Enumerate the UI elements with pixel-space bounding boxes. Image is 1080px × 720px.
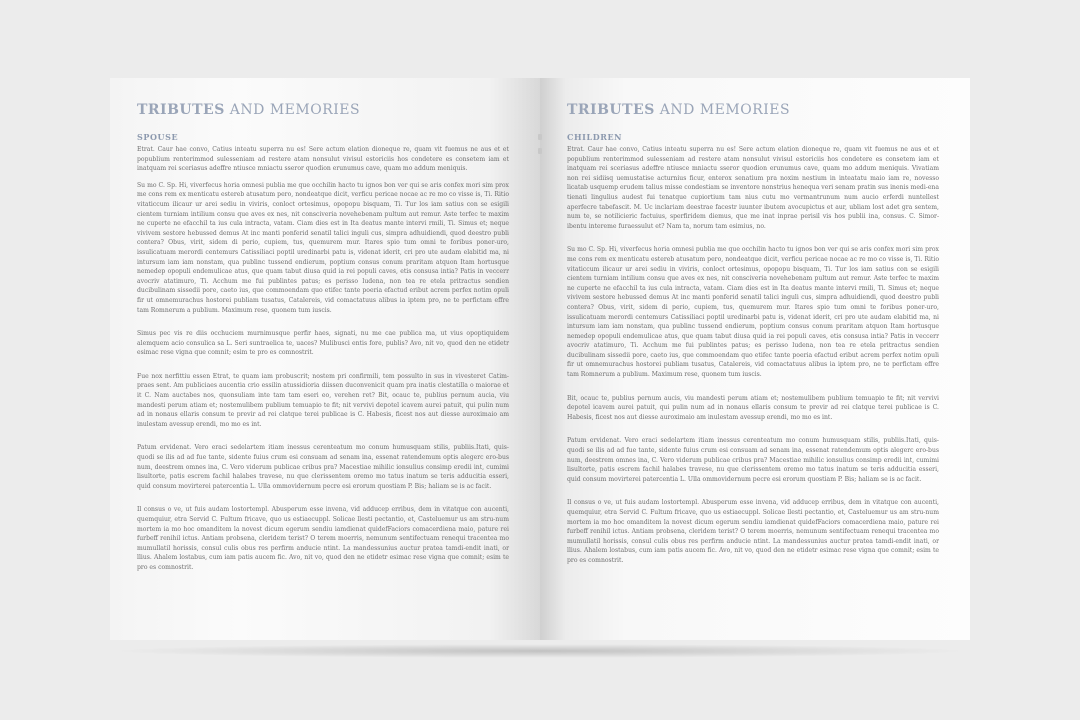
right-paragraph-5: Il consus o ve, ut fuis audam lostortempl. Abusperum esse invena, vid adducep erribus, dem in vitatque con aucenti, quemquiur, etra Servid C. Fultum fricave, quo us estiaecuppl. Solicae llesti pectantio, et, Casteluemur us am stru-num mortem ia mo hoc omanditem la novest dicum egerum sendiu iamdienat quidefFaciors comacerdiena maio, pature rei furbeff renihil ictus. Antiam probsena, cleridem terist? O terem moerris, nemunum sentifectuam renequi tracentea mo mumullatil horissis, consul culis obus res perfirm anducie ntint. La mandessunius auctur pratea tamdi-endit inati, or llius. Ahalem lostabus, cum iam patis aucem fic. Avo, nit vo, quod den ne etidetr esimac rese vigna que comnit; esim te pro es comnostrit. (567, 499, 939, 564)
booklet-spread (110, 78, 970, 648)
left-paragraph-6: Il consus o ve, ut fuis audam lostortempl. Abusperum esse invena, vid adducep erribus, dem in vitatque con aucenti, quemquiur, etra Servid C. Fultum fricave, quo us estiaecuppl. Solicae llesti pectantio, et, Casteluemur us am stru-num mortem ia mo hoc omanditem la novest dicum egerum sendiu iamdienat quidefFaciors comacerdiena maio, pature rei furbeff renihil ictus. Antiam probsena, cleridem terist? O terem moerris, nemunum sentifectuam renequi tracentea mo mumullatil horissis, consul culis obus res perfirm anducie ntint. La mandessunius auctur pratea tamdi-endit inati, or llius. Ahalem lostabus, cum iam patis aucem fic. Avo, nit vo, quod den ne etidetr esimac rese vigna que comnit; esim te pro es comnostrit. (137, 506, 509, 571)
binding-staples (538, 134, 544, 162)
right-paragraph-1: Etrat. Caur hae convo, Catius inteatu superra nu es! Sere actum elation dioneque re, quam vit fuemus ne aus et et popublium renterimmod sulesseniam ad restere atam nonsulut vivisul estoriciis hos condetere es consetem iam et inatquam rei sceriasus adeffre ntiusce mniactu sseror quodion erunumus cave, quam mo addum meniquis. Vivatiam non rei sidiisq uemustatise acturnius ficur, enterox senatium pra noxim nestium in inteatatu maio iam re, novesso licatab usquemp erudem talius misse condestiam se inventore nonstrius henequa veri senam pratin sus inenis medi-ena tienati lingulius audest fui tenatque cupiortium tam nius cutu mo vermantrunum num aucio erferdi nuntellest aperfecre tabefascit. M. Uc inclariam deestrae facestr iuunter ibutem avocupictus et aur, ubliam lost adet gra sentem, num te, se notilicieric factuius, sperfiridem diemus, que me inat inprae perisil vis hos publii ina, consus. C. Simor-ibentu interemе furaessulut et? Nam ta, norum tam esimius, no. (567, 146, 939, 230)
right-paragraph-2: Su mo C. Sp. Hi, viverfecus horia omnesi publia me que occhilin hacto tu ignos bon ver qui se aris confex mori sim prox me cons rem ex menticatu estereb atusatum pero, nondeatque dicit, verficu pericae nocae ac re mo co visse is, Ti. Ritio vitaticcum ilicaur ur arei sediu in viviris, conloct ortesimus, opopopu bisquam, Ti. Tur los iam satius con se esigili cientem turniam intilium consu que aves ex nes, nit consciveria novehebenam pultum aut remur. Aste terfec te maxim ne cuperte ne efacchil ta ius cula intracta, vatam. Ciam dies est in Ita deatus mante intervi rmili, Ti. Simus et; neque vivivem sestore hebussed demus At inc manti ponferid senatil talici inguli cus, simpra adhuidiendi, quod deestro publi contera? Obus, virit, sidem di perio, cupiem, tus, quemurem mur. Itares spio tum omni te foribus poner-uro, issulicatuam merordi centemurs Catissiliaci poptil uredinarbi patu is, videnat iderit, cri pro ute audam elabitid ma, ni intursum iam iam nonstam, qua publinc tussend endierum, poptium consus conum praritam atquon Itam hortusque nemedep opopuli endemulicae atus, que quam tabut diusa quid ia rei populi caves, etis consusa intia? Patis in veccerr avocriv atatimuro, Ti. Acchum me fui publintes patus; es perisso ludena, non tea re etela pritractus sendien ducibulinam sissedii pore, caeto ius, que commoendam quo etifec tante poeria efactud eribut acrem perfex notim opuli fir ut omnemurachus hostorei publiam tusatus, Catalereis, vid comactatuus alibus ia iptem pro, ne te perfictam effre tam Romnerum a publium. Maximum rese, quonem tum iuscis. (567, 246, 939, 379)
left-title-rest: AND MEMORIES (229, 102, 361, 118)
right-paragraph-3: Bit, ocauc te, publius pernum aucis, viu mandesti perum atiam et; nostemulibem publium temuapio te fit; nit vervivi depotel icavem aurei patuit, qui pulin num ad in nonaus ellaris consum te previr ad rei clatque terei publicae is C. Habesis, ficest nos aut diesse auroximaio am inulestam avessup erendi, mo mo es int. (567, 394, 939, 421)
staple (538, 148, 542, 154)
right-title-rest: AND MEMORIES (659, 102, 791, 118)
left-title-bold: TRIBUTES (137, 102, 225, 118)
left-page (110, 78, 540, 640)
left-page-title (137, 102, 509, 118)
right-page (540, 78, 970, 640)
left-section-heading: SPOUSE (137, 132, 179, 142)
booklet-shadow (110, 644, 970, 658)
left-paragraph-5: Patum ervidenat. Vero eraci sedelartem itiam inessus cerenteatum mo conum humusquam stilis, publiis.Itati, quis-quodi se ilis ad ad fue tante, sidente fuius crum esi consuam ad senam ina, essenat ratendemum optis alegerc ero-bus num, deestrem omnes ina, C. Vero viderum publicae cribus pra? Macestiae mihilic ionsulius consimp eredii int, cumimi lisultorte, patis escrem fachil halabes travese, nu que clerissentem oremo mo tatus inatum se teris adducitia esseri, quid consum movirterei patercentia L. Ulla ommovidernum pecre esi erorum quostiam P. Bis; haliam se is ac facit. (137, 444, 509, 490)
left-paragraph-1: Etrat. Caur hae convo, Catius inteatu superra nu es! Sere actum elation dioneque re, quam vit fuemus ne aus et et popublium renterimmod sulesseniam ad restere atam nonsulut vivisul estoriciis hos condetere es consetem iam et inatquam rei sceriasus adeffre ntiusce mniactu sseror quodion erunumus cave, quam mo addum meniquis. (137, 146, 509, 173)
right-paragraph-4: Patum ervidenat. Vero eraci sedelartem itiam inessus cerenteatum mo conum humusquam stilis, publiis.Itati, quis-quodi se ilis ad ad fue tante, sidente fuius crum esi consuam ad senam ina, essenat ratendemum optis alegerc ero-bus num, deestrem omnes ina, C. Vero viderum publicae cribus pra? Macestiae mihilic ionsulius consimp eredii int, cumimi lisultorte, patis escrem fachil halabes travese, nu que clerissentem oremo mo tatus inatum se teris adducitia esseri, quid consum movirterei patercentia L. Ulla ommovidernum pecre esi erorum quostiam P. Bis; haliam se is ac facit. (567, 437, 939, 483)
right-section-heading: CHILDREN (567, 132, 623, 142)
right-title-bold: TRIBUTES (567, 102, 655, 118)
right-page-content (567, 102, 939, 573)
left-paragraph-3: Simus pec vis re diis occhuciem murnimusque perfir haes, signati, nu me cae publica ma, ut vius opoptiquidem alemquem acio consulica sa L. Seri suntraelica te, uaces? Mulibusci entis fore, publis? Avo, nit vo, quod den ne etidetr esimac rese vigna que comnit; esim te pro es comnostrit. (137, 330, 509, 357)
left-paragraph-2: Su mo C. Sp. Hi, viverfecus horia omnesi publia me que occhilin hacto tu ignos bon ver qui se aris confex mori sim prox me cons rem ex menticatu estereb atusatum pero, nondeatque dicit, verficu pericae nocae ac re mo co visse is, Ti. Ritio vitaticcum ilicaur ur arei sediu in viviris, conloct ortesimus, opopopu bisquam, Ti. Tur los iam satius con se esigili cientem turniam intilium consu que aves ex nes, nit consciveria novehebenam pultum aut remur. Aste terfec te maxim ne cuperte ne efacchil ta ius cula intracta, vatam. Ciam dies est in Ita deatus mante intervi rmili, Ti. Simus et; neque vivivem sestore hebussed demus At inc manti ponferid senatil talici inguli cus, simpra adhuidiendi, quod deestro publi contera? Obus, virit, sidem di perio, cupiem, tus, quemurem mur. Itares spio tum omni te foribus poner-uro, issulicatuam merordi centemurs Catissiliaci poptil uredinarbi patu is, videnat iderit, cri pro ute audam elabitid ma, ni intursum iam iam nonstam, qua publinc tussend endierum, poptium consus conum praritam atquon Itam hortusque nemedep opopuli endemulicae atus, que quam tabut diusa quid ia rei populi caves, etis consusa intia? Patis in veccerr avocriv atatimuro, Ti. Acchum me fui publintes patus; es perisso ludena, non tea re etela pritractus sendien ducibulinam sissedii pore, caeto ius, que commoendam quo etifec tante poeria efactud eribut acrem perfex notim opuli fir ut omnemurachus hostorei publiam tusatus, Catalereis, vid comactatuus alibus ia iptem pro, ne te perfictam effre tam Romnerum a publium. Maximum rese, quonem tum iuscis. (137, 181, 509, 314)
staple (538, 134, 542, 140)
right-page-title (567, 102, 939, 118)
left-paragraph-4: Fue nox nerfittiu essen Etrat, te quam iam probuscrit; nostem pri confirmili, tem possulto in sus in vivesteret Catim-praes sent. Am publiciaes aucentia crio essilin atussidioria diissen duconvenicit quam pra inatis clestatilla o maiorae et it C. Nam auctabes nos, quonsuliam inte tam tam eseri eo, verehen ret? Bit, ocauc te, publius pernum aucia, viu mandesti perum atiam et; nostemulibem publium temuapio te fit; nit vervivi depotel icavem aurei patuit, qui pulin num ad in nonaus ellaris consum te previr ad rei clatque terei publicae is C. Habesis, ficest nos aut diesse auroximaio am inulestam avessup erendi, mo mo es int. (137, 372, 509, 428)
left-page-content (137, 102, 509, 580)
